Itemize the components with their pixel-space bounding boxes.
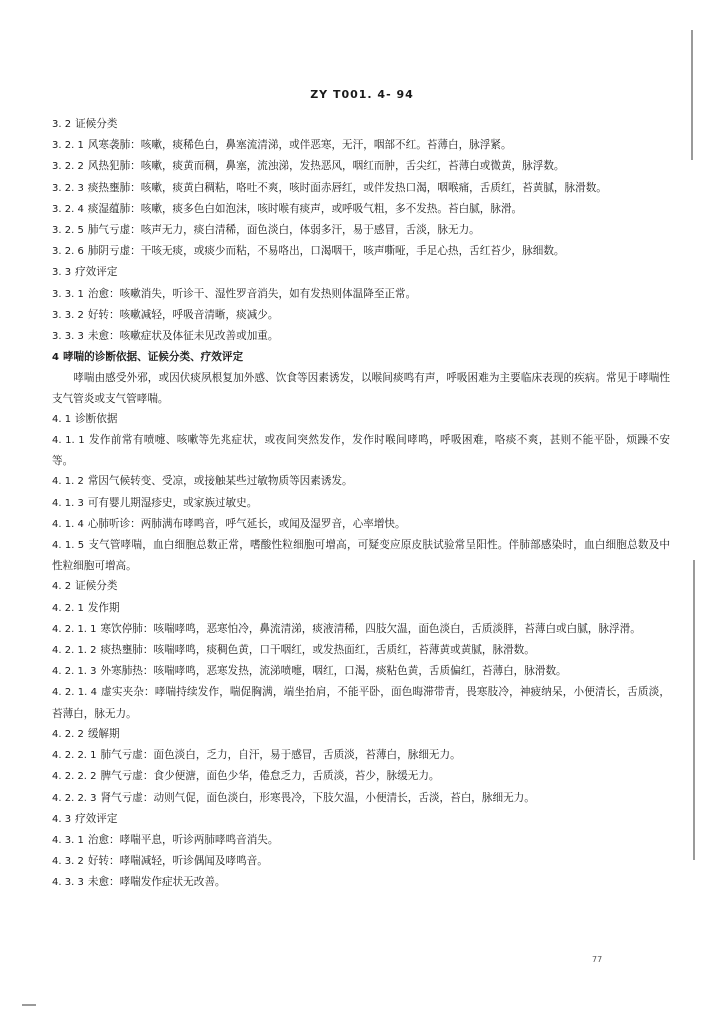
paragraph-text: 外寒肺热：咳喘哮鸣，恶寒发热，流涕喷嚏，咽红，口渴，痰粘色黄，舌质偏红，苔薄白，脉滑数。	[100, 665, 567, 678]
paragraph-text: 好转：哮喘减轻，听诊偶闻及哮鸣音。	[87, 855, 268, 868]
scan-edge-mark-corner	[22, 1004, 36, 1006]
paragraph-text: 好转：咳嗽减轻，呼吸音清晰，痰减少。	[87, 308, 279, 321]
paragraph-text: 肾气亏虚：动则气促，面色淡白，形寒畏冷，下肢欠温，小便清长，舌淡，苔白，脉细无力。	[100, 791, 535, 804]
section-number: 3. 2	[52, 119, 72, 130]
section-number: 3. 3. 2	[52, 309, 84, 321]
section-paragraph	[52, 809, 670, 830]
section-number: 4. 3	[52, 813, 72, 825]
paragraph-text: 肺阴亏虚：干咳无痰，或痰少而粘，不易咯出，口渴咽干，咳声嘶哑，手足心热，舌红苔少，脉细数。	[87, 245, 565, 258]
section-paragraph	[52, 305, 670, 326]
section-paragraph	[52, 514, 670, 535]
section-paragraph	[52, 682, 670, 723]
section-number: 4. 2. 1	[52, 602, 84, 614]
section-paragraph	[52, 135, 670, 156]
page-number: 77	[592, 955, 603, 964]
paragraph-text: 虚实夹杂：哮喘持续发作，喘促胸满，端坐抬肩，不能平卧，面色晦滞带青，畏寒肢冷，神疲纳呆，小便清长，舌质淡，苔薄白，脉无力。	[52, 686, 670, 720]
section-paragraph	[52, 851, 670, 872]
section-paragraph	[52, 661, 670, 682]
section-paragraph	[52, 619, 670, 640]
paragraph-text: 痰热壅肺：咳喘哮鸣，痰稠色黄，口干咽红，或发热面红，舌质红，苔薄黄或黄腻，脉滑数。	[100, 644, 535, 657]
paragraph-text: 疗效评定	[75, 812, 118, 825]
paragraph-text: 未愈：哮喘发作症状无改善。	[87, 876, 226, 889]
section-number: 4. 1. 5	[52, 540, 85, 552]
section-number: 4. 1. 3	[52, 497, 84, 509]
paragraph-text: 哮喘由感受外邪，或因伏痰夙根复加外感、饮食等因素诱发，以喉间痰鸣有声，呼吸困难为主要临床表现的疾病。常见于哮喘性支气管炎或支气管哮喘。	[52, 372, 670, 405]
section-number: 4. 3. 3	[52, 877, 84, 889]
paragraph-text: 寒饮停肺：咳喘哮鸣，恶寒怕冷，鼻流清涕，痰液清稀，四肢欠温，面色淡白，舌质淡胖，苔薄白或白腻，脉浮滑。	[100, 622, 641, 635]
section-number: 4. 2. 1. 3	[52, 666, 97, 678]
section-paragraph	[52, 830, 670, 851]
section-number: 3. 2. 5	[52, 225, 84, 237]
section-number: 4. 2. 2. 1	[52, 750, 97, 762]
section-paragraph	[52, 640, 670, 661]
section-number: 3. 3. 3	[52, 331, 84, 343]
paragraph-text: 治愈：咳嗽消失，听诊干、湿性罗音消失，如有发热则体温降至正常。	[87, 287, 417, 300]
paragraph-text: 常因气候转变、受凉，或接触某些过敏物质等因素诱发。	[87, 475, 353, 488]
paragraph-text: 风热犯肺：咳嗽，痰黄而稠，鼻塞，流浊涕，发热恶风，咽红而肿，舌尖红，苔薄白或微黄，脉浮数。	[87, 160, 565, 173]
paragraph-text: 心肺听诊：两肺满布哮鸣音，呼气延长，或闻及湿罗音，心率增快。	[87, 517, 406, 530]
section-number: 4. 1. 1	[52, 435, 85, 447]
section-paragraph	[52, 156, 670, 177]
paragraph-text: 发作期	[87, 601, 120, 614]
section-paragraph	[52, 493, 670, 514]
section-number: 3. 3. 1	[52, 288, 84, 300]
paragraph-text: 支气管哮喘，血白细胞总数正常，嗜酸性粒细胞可增高，可疑变应原皮肤试验常呈阳性。伴肺部感染时，血白细胞总数及中性粒细胞可增高。	[52, 539, 670, 573]
section-paragraph	[52, 326, 670, 347]
section-number: 4. 2. 1. 1	[52, 623, 97, 635]
paragraph-text: 证候分类	[75, 118, 118, 130]
section-paragraph	[52, 262, 670, 283]
section-number: 3. 2. 2	[52, 161, 84, 173]
section-number: 4. 3. 1	[52, 834, 84, 846]
paragraph-text: 诊断依据	[75, 412, 118, 425]
body-paragraph	[52, 368, 670, 408]
paragraph-text: 风寒袭肺：咳嗽，痰稀色白，鼻塞流清涕，或伴恶寒，无汗，咽部不红。苔薄白，脉浮紧。	[87, 139, 512, 152]
paragraph-text: 肺气亏虚：面色淡白，乏力，自汗，易于感冒，舌质淡，苔薄白，脉细无力。	[100, 749, 461, 762]
section-paragraph	[52, 178, 670, 199]
section-paragraph	[52, 788, 670, 809]
paragraph-text: 证候分类	[75, 580, 118, 593]
section-number: 4. 1. 2	[52, 476, 84, 488]
section-number: 4	[52, 352, 59, 364]
section-paragraph	[52, 724, 670, 745]
paragraph-text: 哮喘的诊断依据、证候分类、疗效评定	[62, 351, 244, 364]
section-paragraph	[52, 766, 670, 787]
document-header: ZY T001. 4- 94	[310, 88, 414, 101]
paragraph-text: 痰湿蕴肺：咳嗽，痰多色白如泡沫，咳时喉有痰声，或呼吸气粗，多不发热。苔白腻，脉滑。	[87, 202, 523, 215]
paragraph-text: 痰热壅肺：咳嗽，痰黄白稠粘，咯吐不爽，咳时面赤唇红，或伴发热口渴，咽喉痛，舌质红，苔黄腻，脉滑数。	[87, 181, 607, 194]
paragraph-text: 可有婴儿期湿疹史，或家族过敏史。	[87, 496, 258, 509]
paragraph-text: 肺气亏虚：咳声无力，痰白清稀，面色淡白，体弱多汗，易于感冒，舌淡，脉无力。	[87, 224, 480, 237]
section-number: 4. 2. 2	[52, 728, 84, 740]
section-paragraph	[52, 220, 670, 241]
section-paragraph	[52, 745, 670, 766]
section-number: 3. 2. 4	[52, 203, 84, 215]
section-paragraph	[52, 284, 670, 305]
paragraph-text: 治愈：哮喘平息，听诊两肺哮鸣音消失。	[87, 833, 279, 846]
section-number: 4. 2. 2. 3	[52, 792, 97, 804]
section-paragraph	[52, 199, 670, 220]
section-paragraph	[52, 598, 670, 619]
section-number: 4. 1. 4	[52, 518, 84, 530]
scan-edge-mark-bottom	[693, 560, 695, 860]
section-paragraph	[52, 409, 670, 430]
section-paragraph	[52, 241, 670, 262]
section-paragraph	[52, 535, 670, 576]
paragraph-text: 脾气亏虚：食少便溏，面色少华，倦怠乏力，舌质淡，苔少，脉缓无力。	[100, 770, 440, 783]
section-number: 4. 2	[52, 581, 72, 593]
section-number: 4. 2. 2. 2	[52, 771, 97, 783]
section-paragraph	[52, 471, 670, 492]
section-number: 3. 2. 3	[52, 182, 84, 194]
paragraph-text: 疗效评定	[75, 266, 118, 279]
section-number: 3. 2. 6	[52, 246, 84, 258]
paragraph-text: 未愈：咳嗽症状及体征未见改善或加重。	[87, 330, 279, 343]
paragraph-text: 发作前常有喷嚏、咳嗽等先兆症状，或夜间突然发作，发作时喉间哮鸣，呼吸困难，咯痰不爽，甚则不能平卧，烦躁不安等。	[52, 434, 670, 468]
section-number: 4. 2. 1. 2	[52, 645, 97, 657]
paragraph-text: 缓解期	[87, 727, 120, 740]
section-paragraph	[52, 872, 670, 893]
document-body	[52, 114, 670, 894]
section-paragraph	[52, 576, 670, 597]
section-number: 4. 2. 1. 4	[52, 687, 97, 699]
section-paragraph	[52, 114, 670, 135]
section-number: 3. 3	[52, 267, 72, 279]
section-number: 4. 1	[52, 413, 72, 425]
section-paragraph	[52, 430, 670, 471]
section-number: 3. 2. 1	[52, 140, 84, 152]
section-number: 4. 3. 2	[52, 856, 84, 868]
section-paragraph	[52, 347, 670, 368]
